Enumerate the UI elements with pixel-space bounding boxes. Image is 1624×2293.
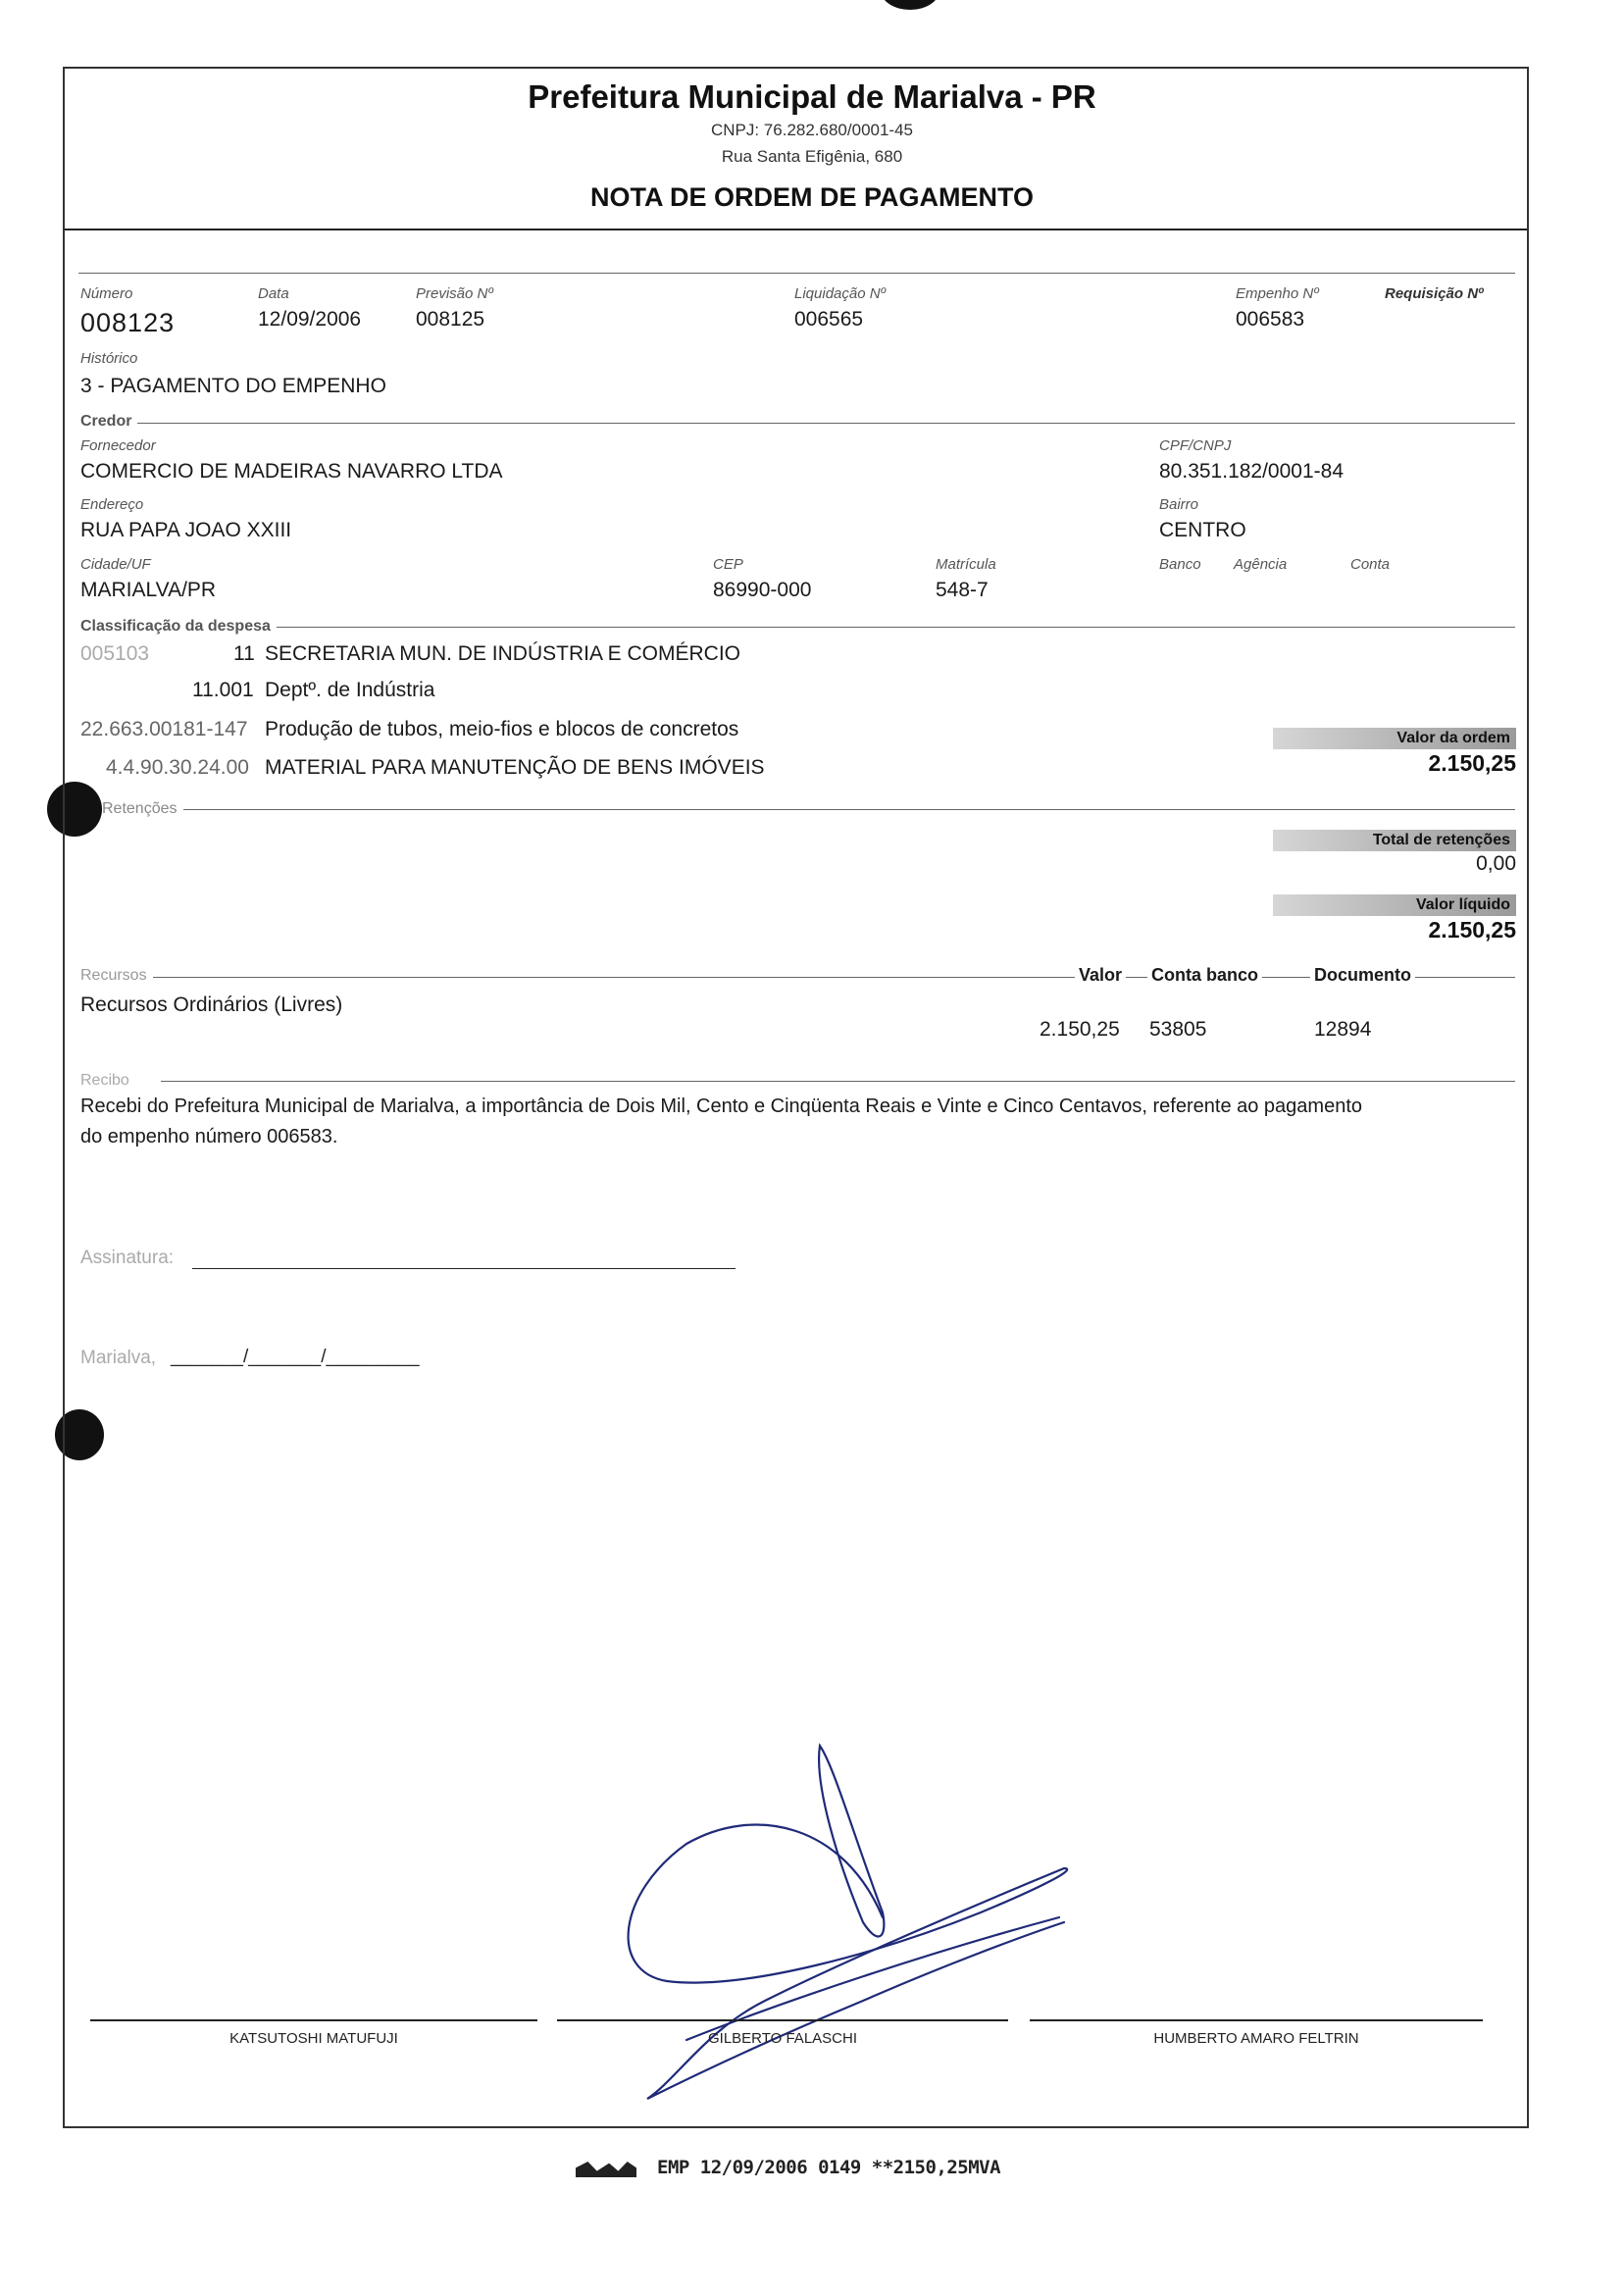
signatory-2-name: GILBERTO FALASCHI	[708, 2030, 857, 2047]
empenho-value: 006583	[1236, 308, 1305, 331]
class-desc-3: Produção de tubos, meio-fios e blocos de concretos	[265, 718, 739, 740]
recibo-divider	[161, 1081, 1515, 1082]
header-address: Rua Santa Efigênia, 680	[721, 147, 903, 166]
class-code-4: 4.4.90.30.24.00	[106, 756, 249, 779]
recibo-text-line-1: Recebi do Prefeitura Municipal de Marialva, a importância de Dois Mil, Cento e Cinqüenta Reais e Vinte e Cinco Centavos, referente ao pagamento	[80, 1096, 1363, 1117]
data-value: 12/09/2006	[258, 308, 362, 331]
matricula-value: 548-7	[936, 579, 989, 601]
valor-liquido-value: 2.150,25	[1428, 917, 1516, 943]
retencoes-divider	[102, 809, 1515, 810]
signatory-3-name: HUMBERTO AMARO FELTRIN	[1153, 2030, 1359, 2047]
document-header-title: Prefeitura Municipal de Marialva - PR	[528, 78, 1096, 115]
scan-mark-top	[881, 0, 939, 10]
class-desc-4: MATERIAL PARA MANUTENÇÃO DE BENS IMÓVEIS	[265, 756, 765, 779]
cep-value: 86990-000	[713, 579, 812, 601]
cpf-label: CPF/CNPJ	[1159, 437, 1232, 454]
assinatura-label: Assinatura:	[80, 1248, 175, 1268]
local-label: Marialva,	[80, 1348, 157, 1368]
cidade-value: MARIALVA/PR	[80, 579, 217, 601]
previsao-label: Previsão Nº	[416, 285, 493, 302]
bairro-value: CENTRO	[1159, 519, 1246, 541]
endereco-label: Endereço	[80, 496, 144, 513]
banco-label: Banco	[1159, 556, 1201, 573]
date-blank-line: _______/_______/_________	[171, 1347, 420, 1367]
class-desc-1: SECRETARIA MUN. DE INDÚSTRIA E COMÉRCIO	[265, 642, 740, 665]
header-divider	[65, 229, 1527, 230]
recursos-section-label: Recursos	[80, 967, 153, 985]
signature-line-1	[90, 2019, 537, 2021]
recursos-documento-label: Documento	[1310, 965, 1415, 986]
valor-ordem-value: 2.150,25	[1428, 750, 1516, 776]
credor-section-label: Credor	[80, 413, 137, 431]
total-retencoes-value: 0,00	[1476, 852, 1516, 875]
classificacao-divider	[80, 627, 1515, 628]
recursos-valor-label: Valor	[1075, 965, 1126, 986]
endereco-value: RUA PAPA JOAO XXIII	[80, 519, 292, 541]
credor-divider	[80, 423, 1515, 424]
signatory-1-name: KATSUTOSHI MATUFUJI	[229, 2030, 398, 2047]
historico-label: Histórico	[80, 350, 138, 367]
retencoes-section-label: Retenções	[102, 800, 183, 818]
conta-label: Conta	[1350, 556, 1391, 573]
numero-label: Número	[80, 285, 133, 302]
recursos-valor-value: 2.150,25	[1040, 1018, 1120, 1041]
class-desc-2: Deptº. de Indústria	[265, 679, 435, 701]
requisicao-label: Requisição Nº	[1385, 285, 1484, 302]
document-type-title: NOTA DE ORDEM DE PAGAMENTO	[589, 182, 1034, 212]
recibo-text-line-2: do empenho número 006583.	[80, 1126, 338, 1147]
data-label: Data	[258, 285, 289, 302]
signature-line-2	[557, 2019, 1008, 2021]
class-code-1: 005103	[80, 642, 150, 665]
class-code-3: 22.663.00181-147	[80, 718, 248, 740]
cidade-label: Cidade/UF	[80, 556, 151, 573]
matricula-label: Matrícula	[936, 556, 996, 573]
valor-ordem-label: Valor da ordem	[1273, 728, 1516, 749]
classificacao-section-label: Classificação da despesa	[80, 618, 277, 636]
fornecedor-label: Fornecedor	[80, 437, 156, 454]
signature-line-3	[1030, 2019, 1483, 2021]
total-retencoes-label: Total de retenções	[1273, 830, 1516, 851]
valor-liquido-label: Valor líquido	[1273, 894, 1516, 916]
recursos-conta-banco-label: Conta banco	[1147, 965, 1262, 986]
class-code-2: 11.001	[192, 679, 254, 701]
class-code-1b: 11	[233, 642, 255, 665]
id-divider	[78, 273, 1515, 274]
recibo-section-label: Recibo	[80, 1072, 135, 1090]
assinatura-line	[192, 1268, 736, 1269]
recursos-divider	[80, 977, 1515, 978]
liquidacao-label: Liquidação Nº	[794, 285, 887, 302]
liquidacao-value: 006565	[794, 308, 864, 331]
recursos-documento-value: 12894	[1314, 1018, 1372, 1041]
previsao-value: 008125	[416, 308, 485, 331]
historico-value: 3 - PAGAMENTO DO EMPENHO	[80, 375, 386, 397]
bottom-stamp-mark	[576, 2162, 636, 2177]
agencia-label: Agência	[1234, 556, 1288, 573]
recursos-fonte-value: Recursos Ordinários (Livres)	[80, 994, 343, 1016]
header-cnpj: CNPJ: 76.282.680/0001-45	[710, 121, 914, 139]
recursos-conta-banco-value: 53805	[1149, 1018, 1207, 1041]
cpf-value: 80.351.182/0001-84	[1159, 460, 1345, 483]
cep-label: CEP	[713, 556, 743, 573]
bairro-label: Bairro	[1159, 496, 1199, 513]
empenho-label: Empenho Nº	[1236, 285, 1319, 302]
bottom-stamp-text: EMP 12/09/2006 0149 **2150,25MVA	[657, 2157, 1001, 2178]
fornecedor-value: COMERCIO DE MADEIRAS NAVARRO LTDA	[80, 460, 503, 483]
numero-value: 008123	[80, 308, 176, 337]
